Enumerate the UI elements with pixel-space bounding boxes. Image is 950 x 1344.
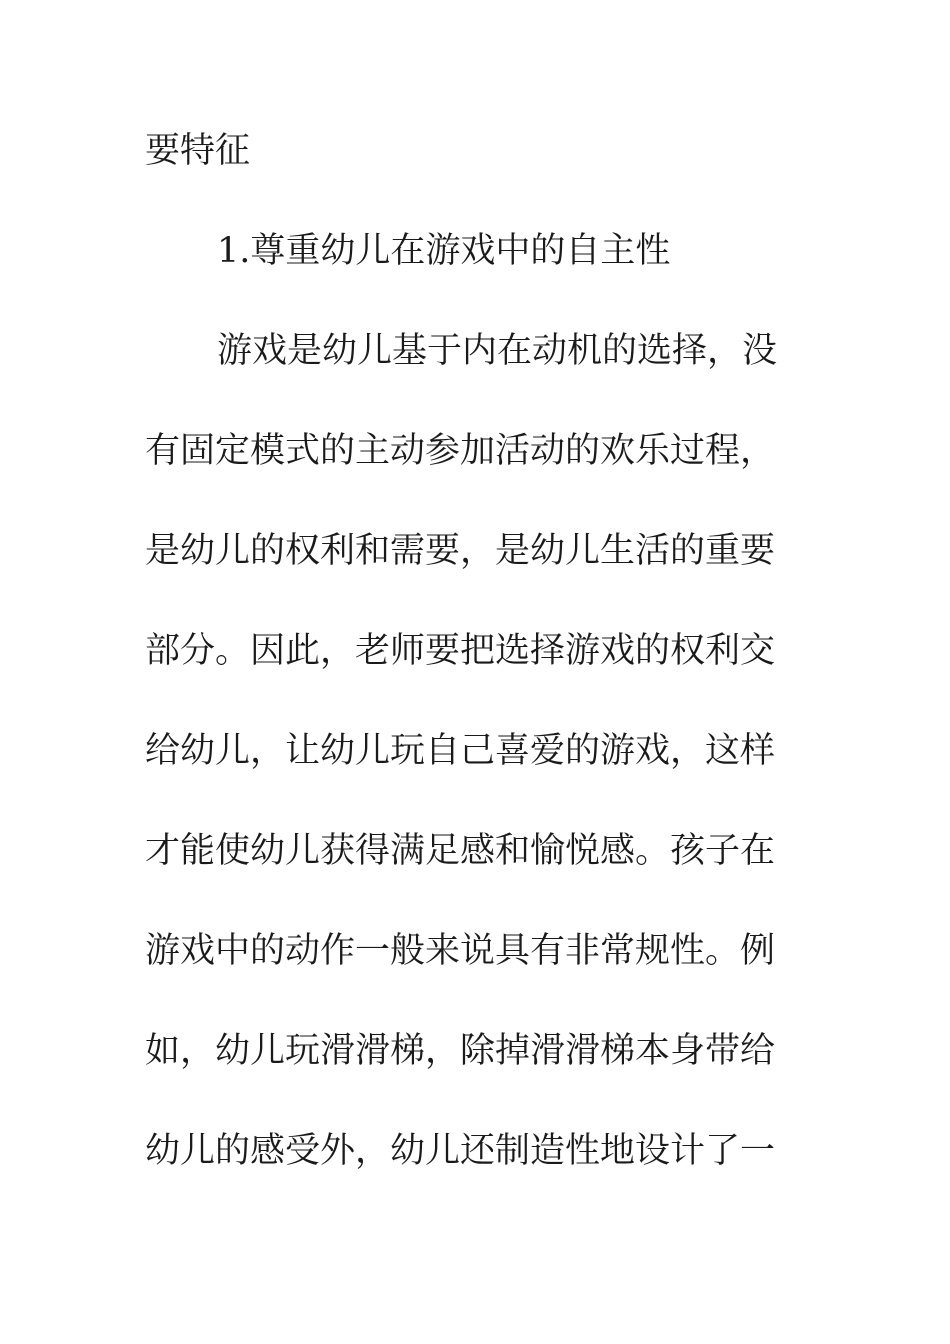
paragraph-line: 给幼儿，让幼儿玩自己喜爱的游戏，这样 bbox=[145, 731, 776, 771]
paragraph-line: 是幼儿的权利和需要，是幼儿生活的重要 bbox=[145, 531, 776, 571]
paragraph-line: 有固定模式的主动参加活动的欢乐过程， bbox=[145, 431, 776, 471]
paragraph-line: 幼儿的感受外，幼儿还制造性地设计了一 bbox=[145, 1131, 776, 1171]
section-heading-tail: 要特征 bbox=[145, 131, 251, 171]
paragraph-line: 才能使幼儿获得满足感和愉悦感。孩子在 bbox=[145, 831, 776, 871]
paragraph-line: 部分。因此，老师要把选择游戏的权利交 bbox=[145, 631, 776, 671]
paragraph-line: 游戏是幼儿基于内在动机的选择，没 bbox=[217, 331, 778, 371]
paragraph-line: 如，幼儿玩滑滑梯，除掉滑滑梯本身带给 bbox=[145, 1031, 776, 1071]
paragraph-line: 游戏中的动作一般来说具有非常规性。例 bbox=[145, 931, 776, 971]
subheading: 1.尊重幼儿在游戏中的自主性 bbox=[217, 231, 671, 271]
body-text bbox=[145, 120, 805, 1220]
